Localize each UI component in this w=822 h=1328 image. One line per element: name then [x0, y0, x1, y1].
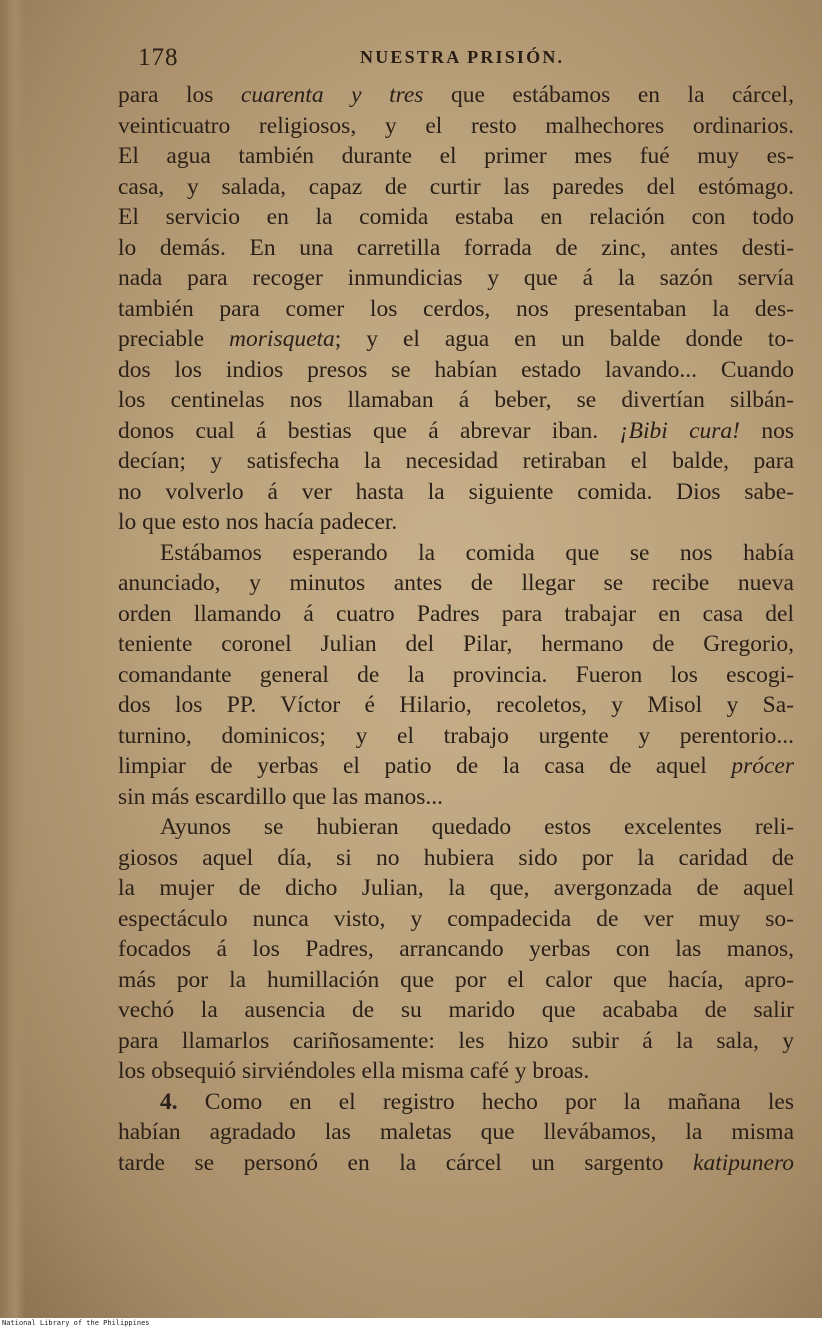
text-line: veinticuatro religiosos, y el resto malhechores ordinarios.	[118, 112, 794, 139]
text-line: El servicio en la comida estaba en relación con todo	[118, 204, 794, 230]
running-title: NUESTRA PRISIÓN.	[360, 47, 565, 67]
text-line: dos los PP. Víctor é Hilario, recoletos, y Misol y Sa-	[118, 692, 794, 718]
text-line: la mujer de dicho Julian, la que, avergonzada de aquel	[118, 875, 794, 901]
text-line: giosos aquel día, si no hubiera sido por la caridad de	[118, 844, 794, 871]
text-line: para llamarlos cariñosamente: les hizo subir á la sala, y	[118, 1027, 794, 1054]
text-line: turnino, dominicos; y el trabajo urgente y perentorio...	[118, 722, 794, 749]
library-credit: National Library of the Philippines	[2, 1319, 150, 1327]
text-line: donos cual á bestias que á abrevar iban. ¡Bibi cura! nos	[118, 417, 794, 444]
paragraph-end-line: lo que esto nos hacía padecer.	[118, 509, 398, 535]
text-line: no volverlo á ver hasta la siguiente comida. Dios sabe-	[118, 478, 794, 505]
paragraph-end-line: los obsequió sirviéndoles ella misma café y broas.	[118, 1058, 590, 1084]
paragraph-start-line: Ayunos se hubieran quedado estos excelentes reli-	[160, 814, 794, 840]
text-line: comandante general de la provincia. Fueron los escogi-	[118, 661, 794, 688]
page-gutter-shadow	[0, 0, 26, 1318]
text-line: teniente coronel Julian del Pilar, hermano de Gregorio,	[118, 631, 794, 657]
text-line: lo demás. En una carretilla forrada de zinc, antes desti-	[118, 234, 794, 261]
text-line: tarde se personó en la cárcel un sargento katipunero	[118, 1149, 794, 1176]
body-text	[118, 80, 794, 1178]
text-line: focados á los Padres, arrancando yerbas con las manos,	[118, 936, 794, 962]
text-line: orden llamando á cuatro Padres para trabajar en casa del	[118, 600, 794, 627]
paragraph-end-line: sin más escardillo que las manos...	[118, 783, 444, 810]
text-line: dos los indios presos se habían estado lavando... Cuando	[118, 356, 794, 383]
text-line: los centinelas nos llamaban á beber, se divertían silbán-	[118, 387, 794, 413]
text-line: vechó la ausencia de su marido que acababa de salir	[118, 997, 794, 1023]
text-line: también para comer los cerdos, nos presentaban la des-	[118, 295, 794, 322]
text-line: para los cuarenta y tres que estábamos en la cárcel,	[118, 82, 794, 108]
paragraph-start-line: Estábamos esperando la comida que se nos había	[160, 539, 794, 566]
section-number: 4.	[160, 1088, 178, 1115]
text-line: nada para recoger inmundicias y que á la sazón servía	[118, 265, 794, 291]
text-line: decían; y satisfecha la necesidad retiraban el balde, para	[118, 448, 794, 474]
running-head	[138, 44, 778, 74]
text-line: habían agradado las maletas que llevábamos, la misma	[118, 1119, 794, 1145]
text-line: más por la humillación que por el calor que hacía, apro-	[118, 966, 794, 993]
text-line: anunciado, y minutos antes de llegar se recibe nueva	[118, 570, 794, 596]
page-number: 178	[138, 44, 179, 71]
text-line: casa, y salada, capaz de curtir las paredes del estómago.	[118, 173, 794, 200]
text-line: preciable morisqueta; y el agua en un balde donde to-	[118, 326, 794, 352]
section-start-line: 4. Como en el registro hecho por la mañana les	[160, 1088, 794, 1115]
text-line: limpiar de yerbas el patio de la casa de aquel prócer	[118, 753, 794, 779]
text-line: El agua también durante el primer mes fué muy es-	[118, 143, 794, 169]
text-line: espectáculo nunca visto, y compadecida de ver muy so-	[118, 905, 794, 932]
